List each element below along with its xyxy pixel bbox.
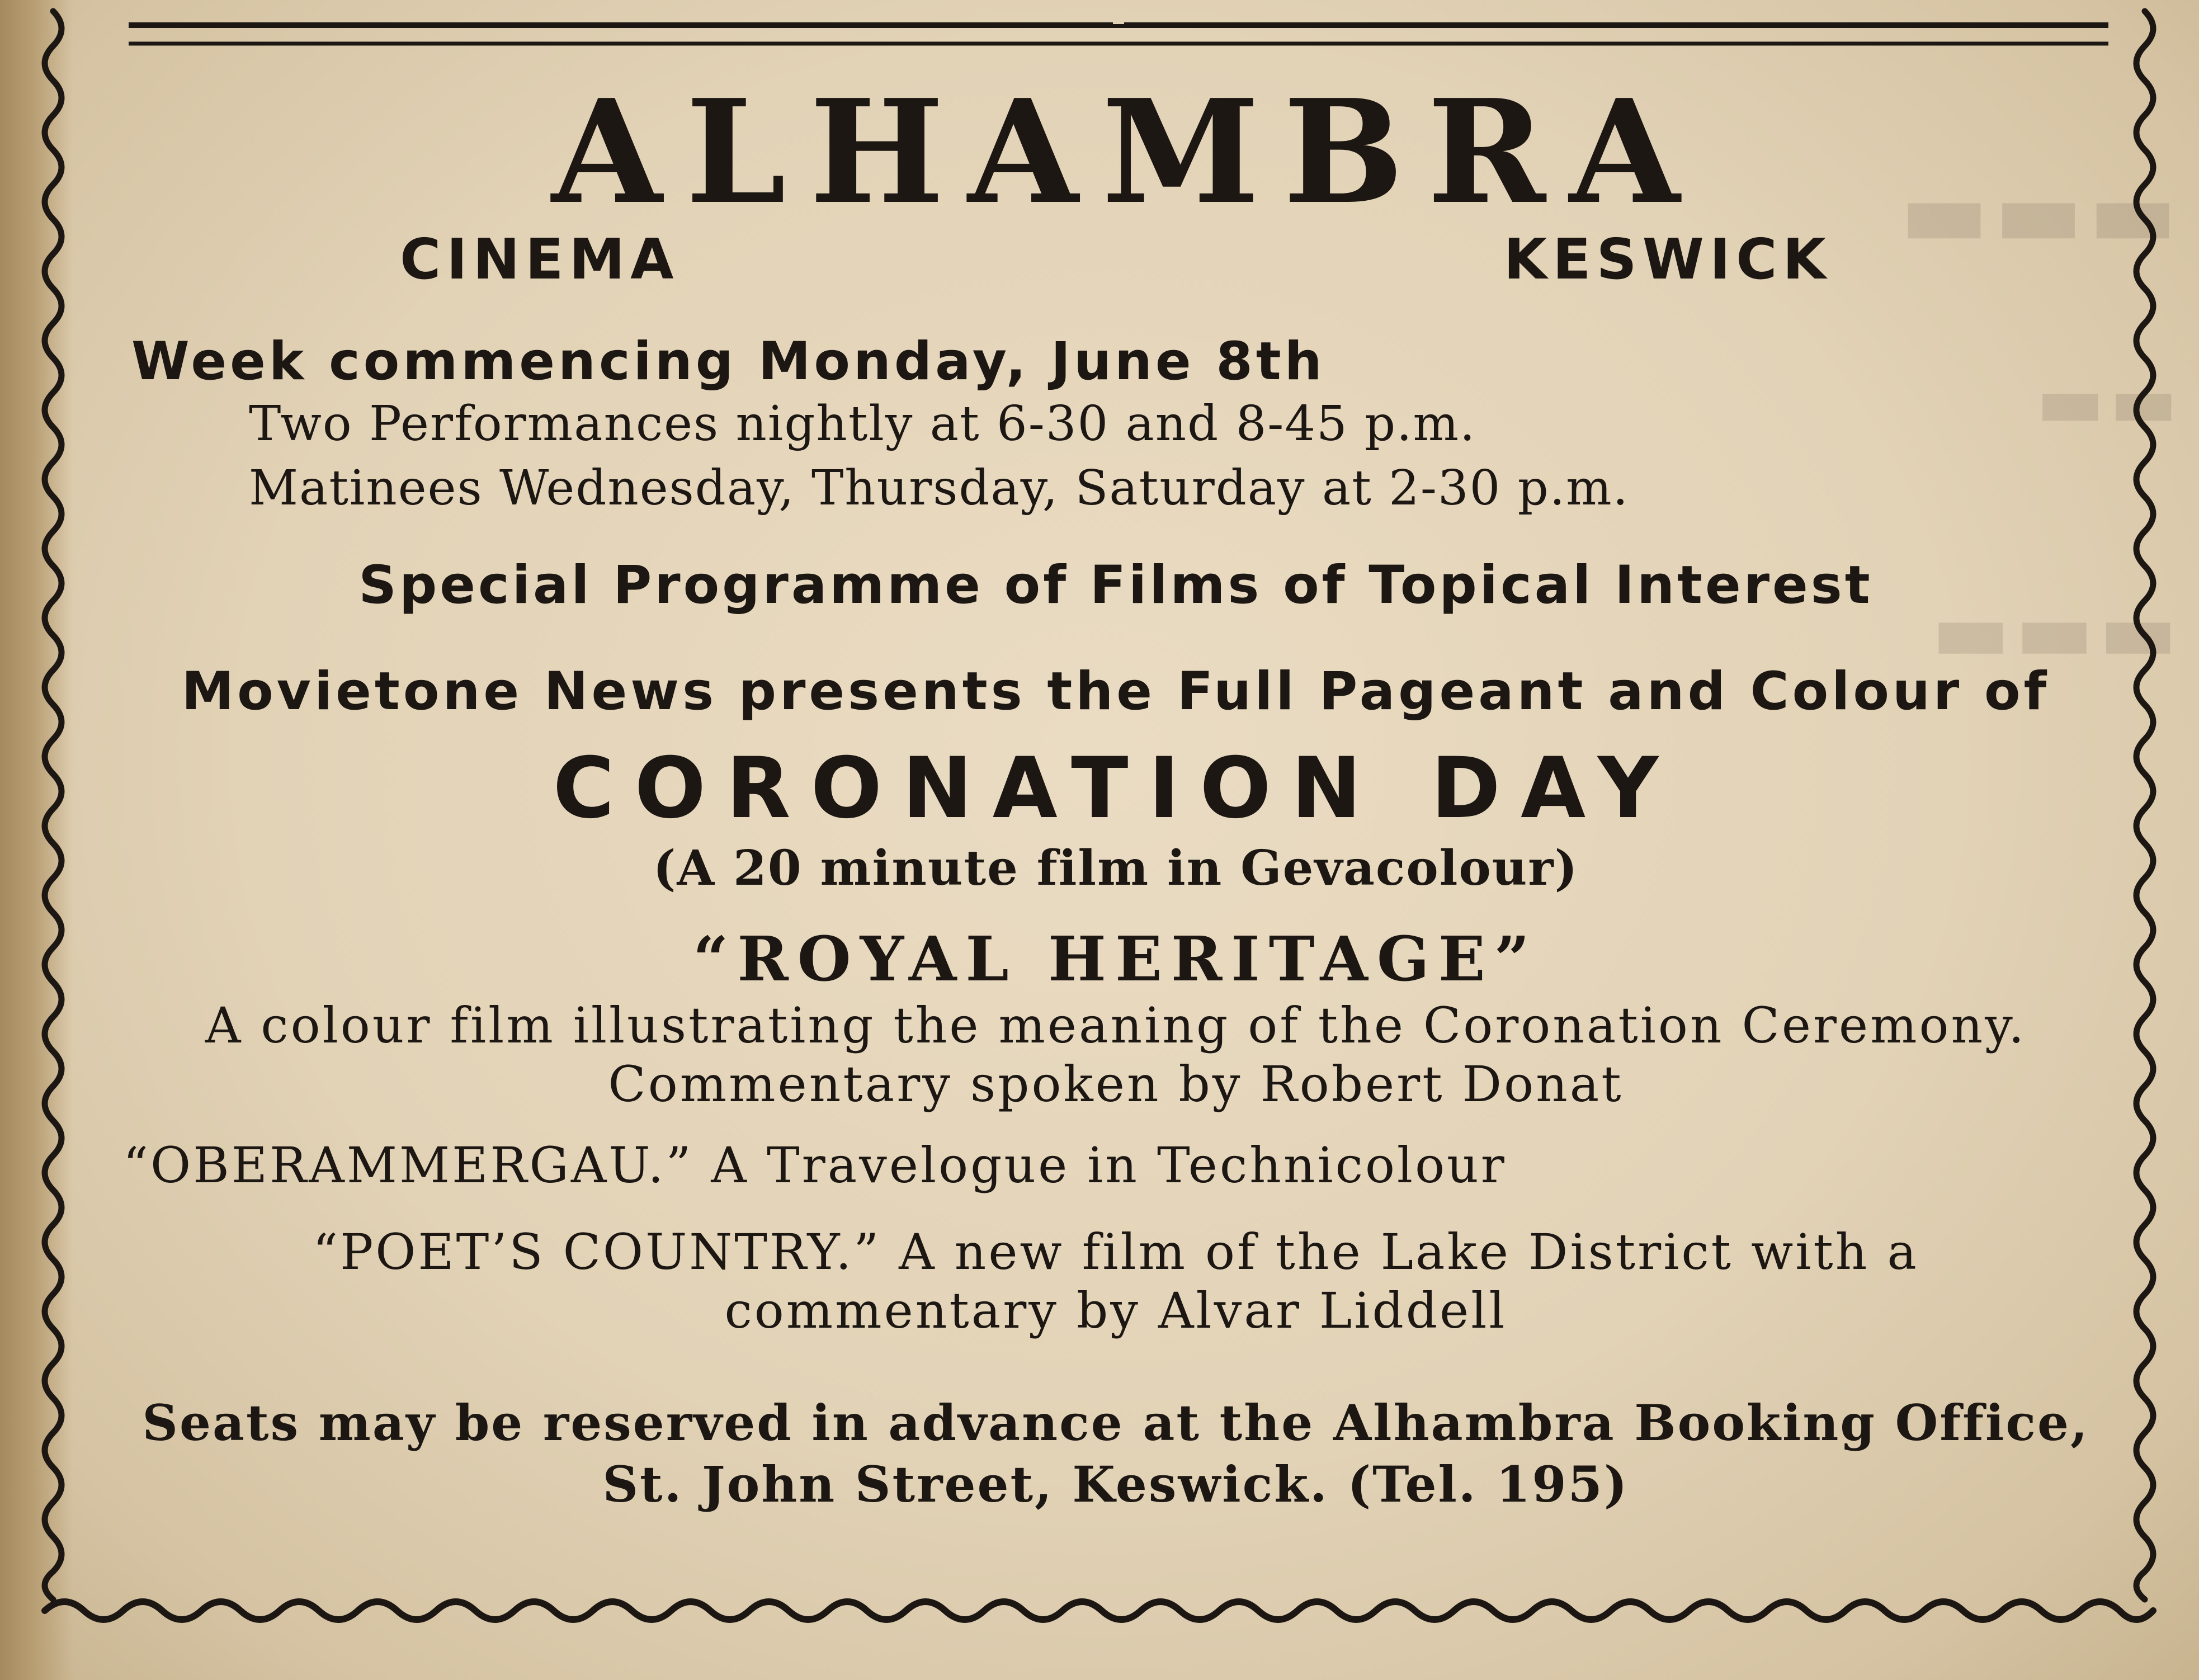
oberammergau-line: “OBERAMMERGAU.” A Travelogue in Technicolour: [123, 1136, 1507, 1194]
performances-line: Two Performances nightly at 6-30 and 8-45 p.m.: [249, 396, 1476, 452]
cinema-name-heading: ALHAMBRA: [551, 69, 1703, 236]
royal-heritage-heading: “ROYAL HERITAGE”: [693, 923, 1539, 995]
subtitle-location: KESWICK: [1503, 226, 1832, 292]
bleed-through-mark: ▬▬▬: [1931, 582, 2182, 680]
royal-heritage-commentary: Commentary spoken by Robert Donat: [608, 1055, 1624, 1113]
cinema-advertisement: [120, 0, 2111, 1611]
poets-country-commentary: commentary by Alvar Liddell: [724, 1282, 1507, 1339]
subtitle-row: [400, 226, 1832, 294]
left-wavy-border: [45, 11, 62, 1599]
booking-address-line: St. John Street, Keswick. (Tel. 195): [602, 1455, 1629, 1513]
special-programme-line: Special Programme of Films of Topical Interest: [358, 555, 1873, 616]
bleed-through-mark: ▬▬▬: [1899, 157, 2182, 268]
seat-reservation-line: Seats may be reserved in advance at the Alhambra Booking Office,: [142, 1394, 2089, 1452]
matinees-line: Matinees Wednesday, Thursday, Saturday at 2-30 p.m.: [249, 460, 1629, 516]
poets-country-line: “POET’S COUNTRY.” A new film of the Lake District with a: [313, 1223, 1919, 1281]
movietone-line: Movietone News presents the Full Pageant and Colour of: [181, 661, 2050, 722]
week-commencing-line: Week commencing Monday, June 8th: [131, 331, 1325, 392]
subtitle-cinema: CINEMA: [400, 226, 679, 292]
coronation-day-heading: CORONATION DAY: [553, 740, 1679, 837]
bleed-through-mark: ▬▬: [2036, 358, 2182, 443]
right-wavy-border: [2136, 11, 2153, 1599]
royal-heritage-description: A colour film illustrating the meaning of the Coronation Ceremony.: [205, 997, 2027, 1054]
coronation-film-description: (A 20 minute film in Gevacolour): [653, 840, 1579, 896]
